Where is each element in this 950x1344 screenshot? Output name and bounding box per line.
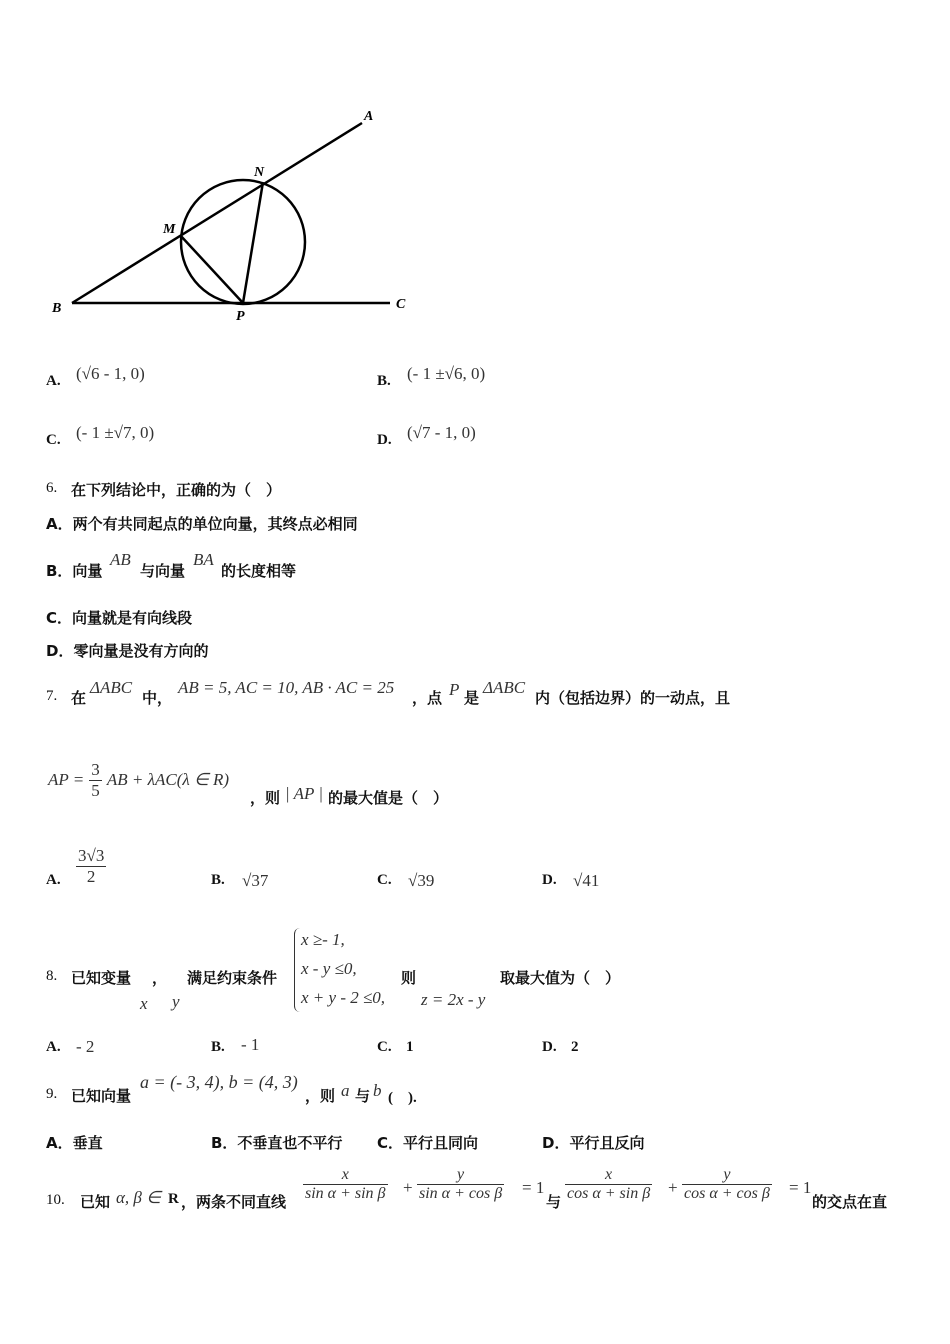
q5-option-d-label: D. — [377, 432, 392, 448]
q10-f4-den: cos α + cos β — [684, 1185, 770, 1202]
q9-text-1: 已知向量 — [71, 1087, 132, 1105]
q10-text-2: ，两条不同直线 — [181, 1193, 287, 1211]
q10-text-4: 的交点在直 — [812, 1193, 888, 1211]
q7-option-c-label: C. — [377, 872, 392, 888]
label-b: B — [52, 301, 62, 316]
q6-stem: 在下列结论中，正确的为（ ） — [71, 481, 282, 499]
q7-text-2: 中， — [142, 689, 173, 707]
segment-mp — [180, 235, 243, 303]
q10-f1-num: x — [303, 1166, 388, 1185]
q8-option-a-expr: - 2 — [76, 1037, 95, 1056]
q10-fraction-1 — [303, 1166, 388, 1203]
q7-text-4: 是 — [464, 689, 480, 707]
q8-constraint-1: x ≥- 1, — [301, 930, 345, 949]
q9-text-3: 与 — [355, 1087, 371, 1105]
q5-option-d-expr: (√7 - 1, 0) — [407, 423, 476, 442]
q6-vector-ab: AB — [110, 550, 131, 569]
q6-option-a: A．两个有共同起点的单位向量，其终点必相同 — [46, 515, 358, 533]
q7-text-7: 的最大值是（ ） — [328, 789, 449, 807]
q9-vectors: a = (- 3, 4), b = (4, 3) — [140, 1072, 298, 1092]
label-n: N — [254, 165, 265, 180]
geometry-figure — [40, 100, 440, 330]
q8-option-b-label: B. — [211, 1039, 225, 1055]
q5-option-b-expr: (- 1 ±√6, 0) — [407, 364, 486, 383]
q7-triangle: ΔABC — [90, 678, 133, 697]
q7-option-d-label: D. — [542, 872, 557, 888]
q7-option-d-expr: √41 — [573, 871, 600, 890]
q5-option-c-expr: (- 1 ±√7, 0) — [76, 423, 155, 442]
q7-option-a-den: 2 — [86, 867, 96, 886]
q10-f3-num: x — [565, 1166, 652, 1185]
label-a: A — [364, 109, 374, 124]
q6-vector-ba: BA — [193, 550, 214, 569]
q7-frac-num: 3 — [91, 760, 100, 779]
q7-option-b-label: B. — [211, 872, 225, 888]
q5-option-c-label: C. — [46, 432, 61, 448]
q10-alpha-beta: α, β ∈ — [116, 1188, 161, 1207]
q10-text-3: 与 — [546, 1193, 562, 1211]
q8-objective: z = 2x - y — [421, 990, 486, 1009]
q9-vec-a: a — [341, 1081, 350, 1100]
q6-option-b-mid: 与向量 — [140, 562, 186, 580]
q7-option-a-fraction — [76, 846, 106, 887]
q8-text-3: 满足约束条件 — [187, 969, 278, 987]
q7-option-a-num: 3√3 — [78, 846, 105, 865]
circle — [181, 180, 305, 304]
q10-f4-num: y — [682, 1166, 772, 1185]
q6-number: 6. — [46, 480, 58, 496]
q5-option-a-expr: (√6 - 1, 0) — [76, 364, 145, 383]
q9-option-c: C．平行且同向 — [377, 1134, 479, 1152]
q5-option-a-label: A. — [46, 373, 61, 389]
q8-text-4: 则 — [401, 969, 417, 987]
q9-text-2: ，则 — [305, 1087, 336, 1105]
q10-plus-2: + — [668, 1178, 678, 1197]
q8-constraint-2: x - y ≤0, — [301, 959, 357, 978]
q9-vec-b: b — [373, 1081, 382, 1100]
q10-text-1: 已知 — [80, 1193, 111, 1211]
q7-fraction — [89, 760, 102, 801]
q7-rest: AB + λAC(λ ∈ R) — [106, 770, 230, 789]
q7-option-b-expr: √37 — [242, 871, 269, 890]
q5-option-b-label: B. — [377, 373, 391, 389]
q7-text-1: 在 — [71, 689, 87, 707]
q9-option-d: D．平行且反向 — [542, 1134, 645, 1152]
q8-number: 8. — [46, 968, 58, 984]
q7-text-3: ，点 — [412, 689, 443, 707]
q10-f1-den: sin α + sin β — [305, 1185, 386, 1202]
q8-option-d-expr: 2 — [571, 1039, 579, 1055]
q9-option-a: A．垂直 — [46, 1134, 103, 1152]
q8-option-c-expr: 1 — [406, 1039, 414, 1055]
q6-option-b-suffix: 的长度相等 — [221, 562, 297, 580]
label-c: C — [396, 297, 406, 312]
segment-np — [243, 182, 263, 303]
q10-number: 10. — [46, 1192, 65, 1208]
q8-option-d-label: D. — [542, 1039, 557, 1055]
q7-point-p: P — [449, 680, 460, 699]
q9-number: 9. — [46, 1086, 58, 1102]
q10-equals-1: = 1 — [522, 1178, 545, 1197]
label-m: M — [163, 222, 176, 237]
q7-vector-equation — [48, 760, 229, 801]
q7-frac-den: 5 — [91, 781, 100, 800]
q10-fraction-4 — [682, 1166, 772, 1203]
q9-option-b: B．不垂直也不平行 — [211, 1134, 343, 1152]
q8-text-5: 取最大值为（ ） — [500, 969, 621, 987]
q7-text-5: 内（包括边界）的一动点，且 — [535, 689, 731, 707]
q10-fraction-3 — [565, 1166, 652, 1203]
q6-option-b-prefix: B．向量 — [46, 562, 103, 580]
q8-text-1: 已知变量 — [71, 969, 132, 987]
q8-option-c-label: C. — [377, 1039, 392, 1055]
label-p: P — [236, 309, 245, 324]
q10-fraction-2 — [417, 1166, 504, 1203]
q7-ap: AP = — [48, 770, 85, 789]
q10-f2-den: sin α + cos β — [419, 1185, 503, 1202]
q10-equals-2: = 1 — [789, 1178, 812, 1197]
q7-triangle-2: ΔABC — [483, 678, 526, 697]
q7-number: 7. — [46, 688, 58, 704]
q8-constraint-3: x + y - 2 ≤0, — [301, 988, 386, 1007]
q10-f3-den: cos α + sin β — [567, 1185, 651, 1202]
q8-text-2: ， — [152, 969, 168, 987]
q6-option-d: D．零向量是没有方向的 — [46, 642, 209, 660]
q10-plus-1: + — [403, 1178, 413, 1197]
q10-f2-num: y — [417, 1166, 504, 1185]
q8-var-y: y — [172, 992, 180, 1011]
q6-option-c: C．向量就是有向线段 — [46, 609, 193, 627]
q9-text-4: ( ). — [388, 1090, 417, 1106]
q8-option-b-expr: - 1 — [241, 1035, 260, 1054]
q8-var-x: x — [140, 994, 148, 1013]
q7-option-c-expr: √39 — [408, 871, 435, 890]
q7-condition: AB = 5, AC = 10, AB · AC = 25 — [178, 678, 395, 697]
q7-option-a-label: A. — [46, 872, 61, 888]
q7-text-6: ，则 — [250, 789, 281, 807]
q7-abs-ap: | AP | — [285, 784, 324, 803]
q8-option-a-label: A. — [46, 1039, 61, 1055]
q10-real-set: R — [168, 1191, 179, 1207]
